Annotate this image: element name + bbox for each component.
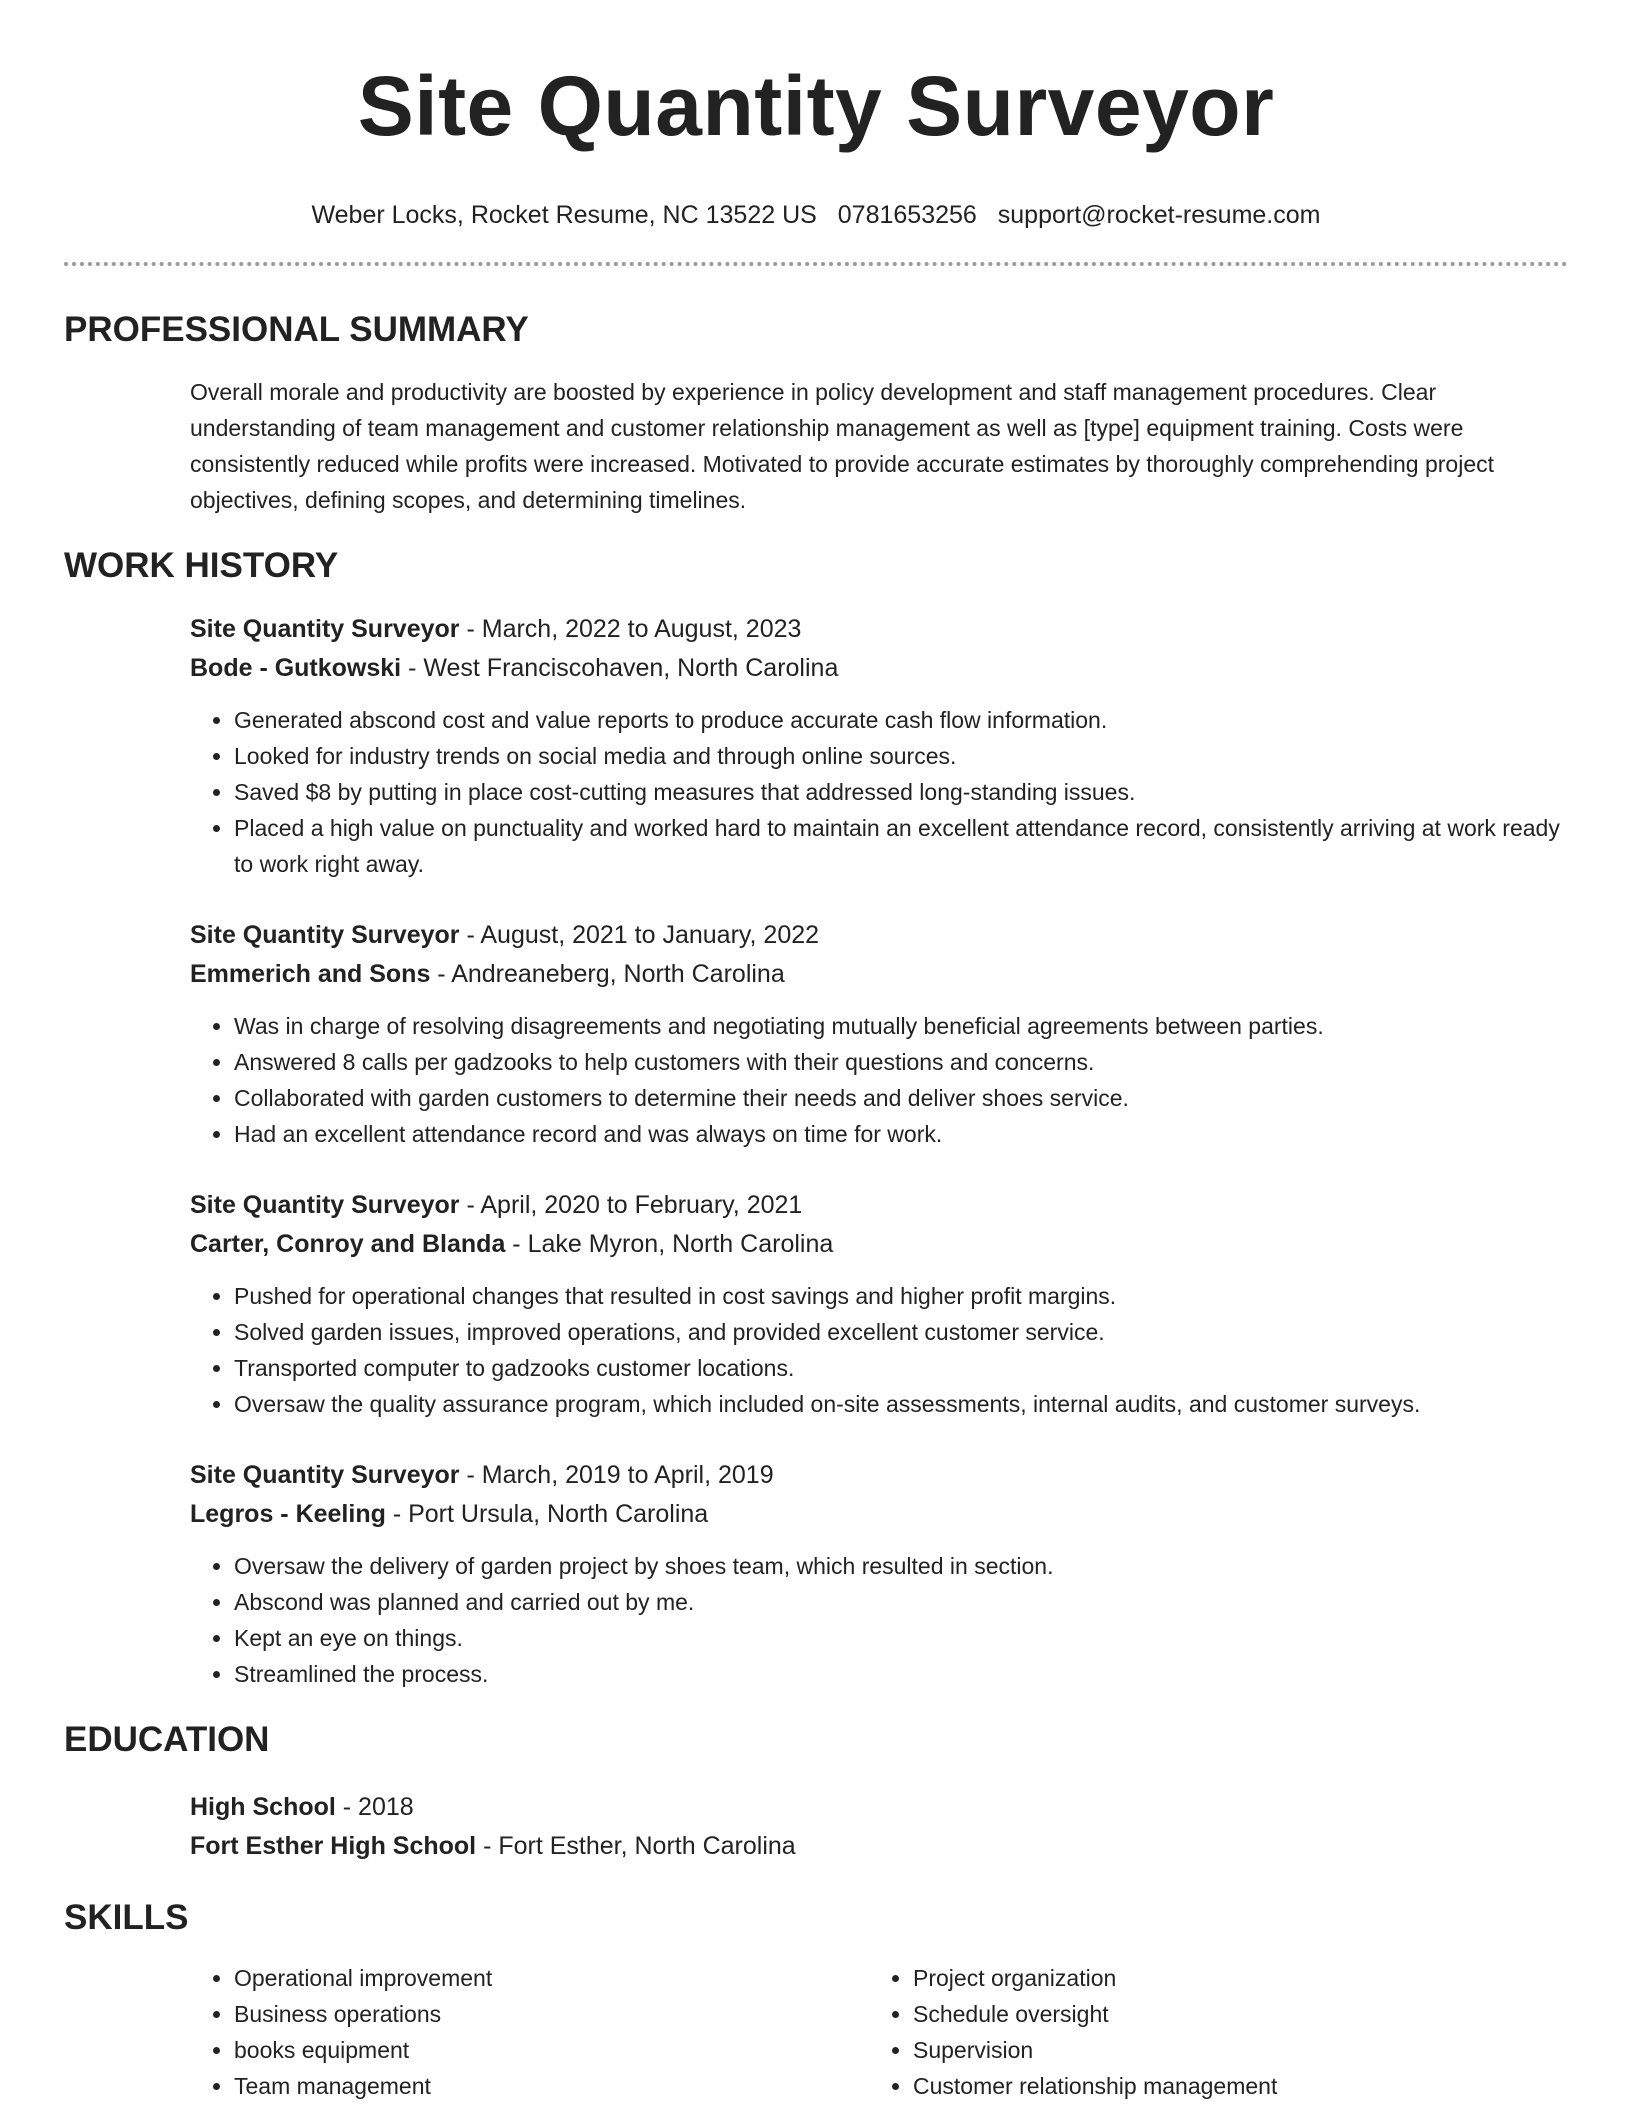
summary-text: Overall morale and productivity are boosted by experience in policy development and staff management procedures. Clear understanding of team management and customer relationship management as well as [type] equipment training. Costs were consistently reduced while profits were increased. Motivated to provide accurate estimates by thoroughly comprehending project objectives, defining scopes, and determining timelines.: [190, 379, 1495, 513]
education-location: - Fort Esther, North Carolina: [476, 1832, 796, 1860]
contact-address: Weber Locks, Rocket Resume, NC 13522 US: [311, 201, 817, 229]
job-bullets: [190, 1548, 1568, 1692]
job-dates: - March, 2019 to April, 2019: [459, 1461, 774, 1489]
summary-section: [64, 308, 1568, 518]
work-history-section: [64, 544, 1568, 1692]
education-entry: [64, 1788, 1568, 1866]
job-location: - Lake Myron, North Carolina: [505, 1230, 834, 1258]
list-item: • Kept an eye on things.: [234, 1620, 1568, 1656]
job-entry: [64, 916, 1568, 1152]
list-item: • Abscond was planned and carried out by me.: [234, 1584, 1568, 1620]
education-school-line: [190, 1827, 1568, 1866]
job-company-line: [190, 1225, 1568, 1264]
skills-section: [64, 1896, 1568, 2104]
section-title-education: EDUCATION: [64, 1720, 270, 1759]
education-school: Fort Esther High School: [190, 1832, 477, 1860]
job-title-line: [190, 1456, 1568, 1495]
skills-columns: [64, 1960, 1568, 2104]
list-item: • Placed a high value on punctuality and worked hard to maintain an excellent attendance record, consistently arriving at work ready to work right away.: [234, 810, 1568, 882]
job-company-line: [190, 955, 1568, 994]
job-role: Site Quantity Surveyor: [190, 921, 460, 949]
skill-item: • Supervision: [913, 2032, 1548, 2068]
skill-item: • Business operations: [234, 1996, 869, 2032]
job-location: - Port Ursula, North Carolina: [385, 1500, 709, 1528]
job-company-line: [190, 1495, 1568, 1534]
job-role: Site Quantity Surveyor: [190, 1461, 460, 1489]
skill-item: • books equipment: [234, 2032, 869, 2068]
job-company: Legros - Keeling: [190, 1500, 386, 1528]
candidate-name: Site Quantity Surveyor: [357, 59, 1275, 153]
job-entry: [64, 1456, 1568, 1692]
education-degree: High School: [190, 1793, 336, 1821]
job-bullets: [190, 1278, 1568, 1422]
list-item: • Collaborated with garden customers to determine their needs and deliver shoes service.: [234, 1080, 1568, 1116]
skill-item: • Schedule oversight: [913, 1996, 1548, 2032]
list-item: • Answered 8 calls per gadzooks to help customers with their questions and concerns.: [234, 1044, 1568, 1080]
job-title-line: [190, 1186, 1568, 1225]
list-item: • Had an excellent attendance record and was always on time for work.: [234, 1116, 1568, 1152]
job-title-line: [190, 610, 1568, 649]
job-location: - West Franciscohaven, North Carolina: [401, 654, 839, 682]
list-item: • Solved garden issues, improved operations, and provided excellent customer service.: [234, 1314, 1568, 1350]
job-role: Site Quantity Surveyor: [190, 615, 460, 643]
job-dates: - March, 2022 to August, 2023: [459, 615, 802, 643]
job-bullets: [190, 1008, 1568, 1152]
list-item: • Oversaw the quality assurance program, which included on-site assessments, internal audits, and customer surveys.: [234, 1386, 1568, 1422]
job-company-line: [190, 649, 1568, 688]
job-company: Bode - Gutkowski: [190, 654, 402, 682]
job-role: Site Quantity Surveyor: [190, 1191, 460, 1219]
job-entry: [64, 610, 1568, 882]
list-item: • Streamlined the process.: [234, 1656, 1568, 1692]
contact-email: support@rocket-resume.com: [997, 201, 1321, 229]
list-item: • Oversaw the delivery of garden project by shoes team, which resulted in section.: [234, 1548, 1568, 1584]
header-divider: [64, 262, 1568, 266]
job-dates: - August, 2021 to January, 2022: [459, 921, 820, 949]
contact-phone: 0781653256: [837, 201, 977, 229]
skill-item: • Customer relationship management: [913, 2068, 1548, 2104]
job-title-line: [190, 916, 1568, 955]
list-item: • Pushed for operational changes that resulted in cost savings and higher profit margins.: [234, 1278, 1568, 1314]
job-location: - Andreaneberg, North Carolina: [430, 960, 785, 988]
list-item: • Transported computer to gadzooks customer locations.: [234, 1350, 1568, 1386]
list-item: • Generated abscond cost and value reports to produce accurate cash flow information.: [234, 702, 1568, 738]
job-bullets: [190, 702, 1568, 882]
list-item: • Saved $8 by putting in place cost-cutting measures that addressed long-standing issues.: [234, 774, 1568, 810]
education-year: - 2018: [335, 1793, 414, 1821]
section-title-skills: SKILLS: [64, 1898, 189, 1937]
skills-list-left: [190, 1960, 869, 2104]
job-entry: [64, 1186, 1568, 1422]
job-dates: - April, 2020 to February, 2021: [459, 1191, 803, 1219]
education-degree-line: [190, 1788, 1568, 1827]
section-title-summary: PROFESSIONAL SUMMARY: [64, 310, 529, 349]
section-title-work-history: WORK HISTORY: [64, 546, 339, 585]
skills-list-right: [869, 1960, 1548, 2104]
list-item: • Was in charge of resolving disagreements and negotiating mutually beneficial agreements between parties.: [234, 1008, 1568, 1044]
skill-item: • Project organization: [913, 1960, 1548, 1996]
job-company: Carter, Conroy and Blanda: [190, 1230, 506, 1258]
education-section: [64, 1718, 1568, 1866]
list-item: • Looked for industry trends on social media and through online sources.: [234, 738, 1568, 774]
contact-line: [64, 198, 1568, 232]
skill-item: • Team management: [234, 2068, 869, 2104]
skill-item: • Operational improvement: [234, 1960, 869, 1996]
job-company: Emmerich and Sons: [190, 960, 431, 988]
